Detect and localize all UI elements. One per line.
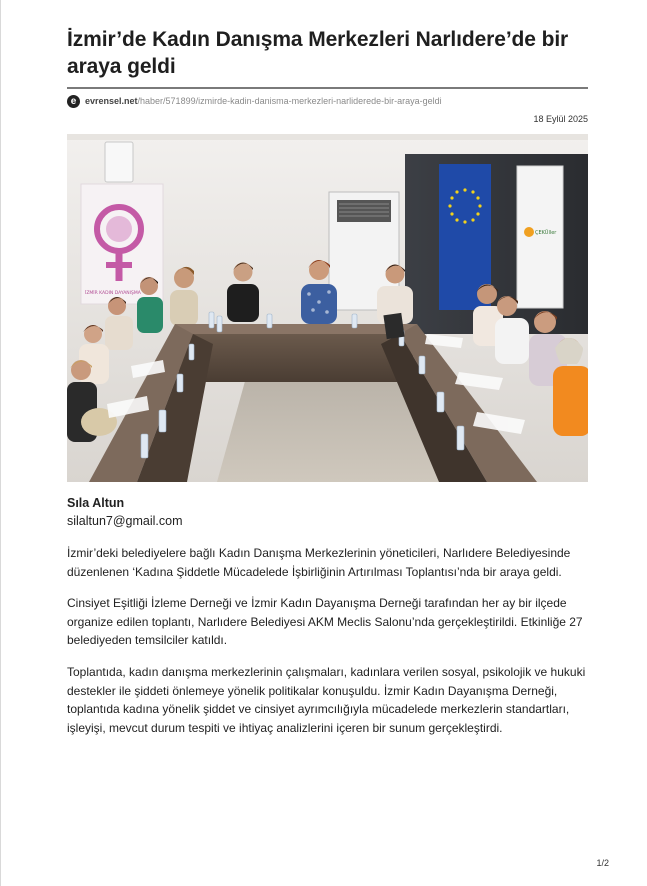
paragraph: Toplantıda, kadın danışma merkezlerinin çalışmaları, kadınlara verilen sosyal, psikolojik ve hukuki destekler ile şiddeti önlemeye yönelik politikalar konuşuldu. İzmir Kadın Dayanışma Derneği, toplantıda kadına yönelik şiddet ve cinsiyet ayrımcılığıyla mücadelede merkezlerin standartları, işleyişi, mevcut durum tespiti ve ihtiyaç analizlerini içeren bir sunum gerçekleştirdi. <box>67 664 586 735</box>
cekuller-text: ÇEKÜller <box>535 230 557 236</box>
article-title: İzmir’de Kadın Danışma Merkezleri Narlıdere’de bir araya geldi <box>67 28 569 78</box>
cekuller-logo-icon <box>524 227 534 237</box>
paragraph: Cinsiyet Eşitliği İzleme Derneği ve İzmir Kadın Dayanışma Derneği tarafından her ay bir ilçede organize edilen toplantı, Narlıdere Belediyesi AKM Meclis Salonu’nda gerçekleştirildi. Etkinliğe 27 belediyeden temsilciler katıldı. <box>67 596 583 648</box>
article-photo <box>67 134 588 482</box>
article-page <box>67 26 588 735</box>
author-email[interactable]: silaltun7@gmail.com <box>67 514 183 528</box>
source-path[interactable]: /haber/571899/izmirde-kadin-danisma-merkezleri-narliderede-bir-araya-geldi <box>137 96 442 106</box>
page-number: 1/2 <box>596 858 609 868</box>
evrensel-logo-icon: e <box>67 95 80 108</box>
author-name: Sıla Altun <box>67 496 125 510</box>
meeting-photo-illustration <box>67 134 588 482</box>
laptop <box>383 313 404 339</box>
source-line <box>67 94 588 108</box>
title-divider <box>67 87 588 89</box>
paragraph: İzmir’deki belediyelere bağlı Kadın Danışma Merkezlerinin yöneticileri, Narlıdere Belediyesinde düzenlenen ‘Kadına Şiddetle Mücadelede İşbirliğinin Artırılması Toplantısı’nda bir araya geldi. <box>67 546 571 579</box>
article-body <box>67 544 588 750</box>
banner-text: İZMİR KADIN DAYANIŞMA <box>85 291 141 296</box>
source-domain[interactable]: evrensel.net <box>85 96 138 106</box>
cekuller-banner <box>517 166 563 308</box>
article-date: 18 Eylül 2025 <box>533 114 588 124</box>
wall-speaker <box>105 142 133 182</box>
